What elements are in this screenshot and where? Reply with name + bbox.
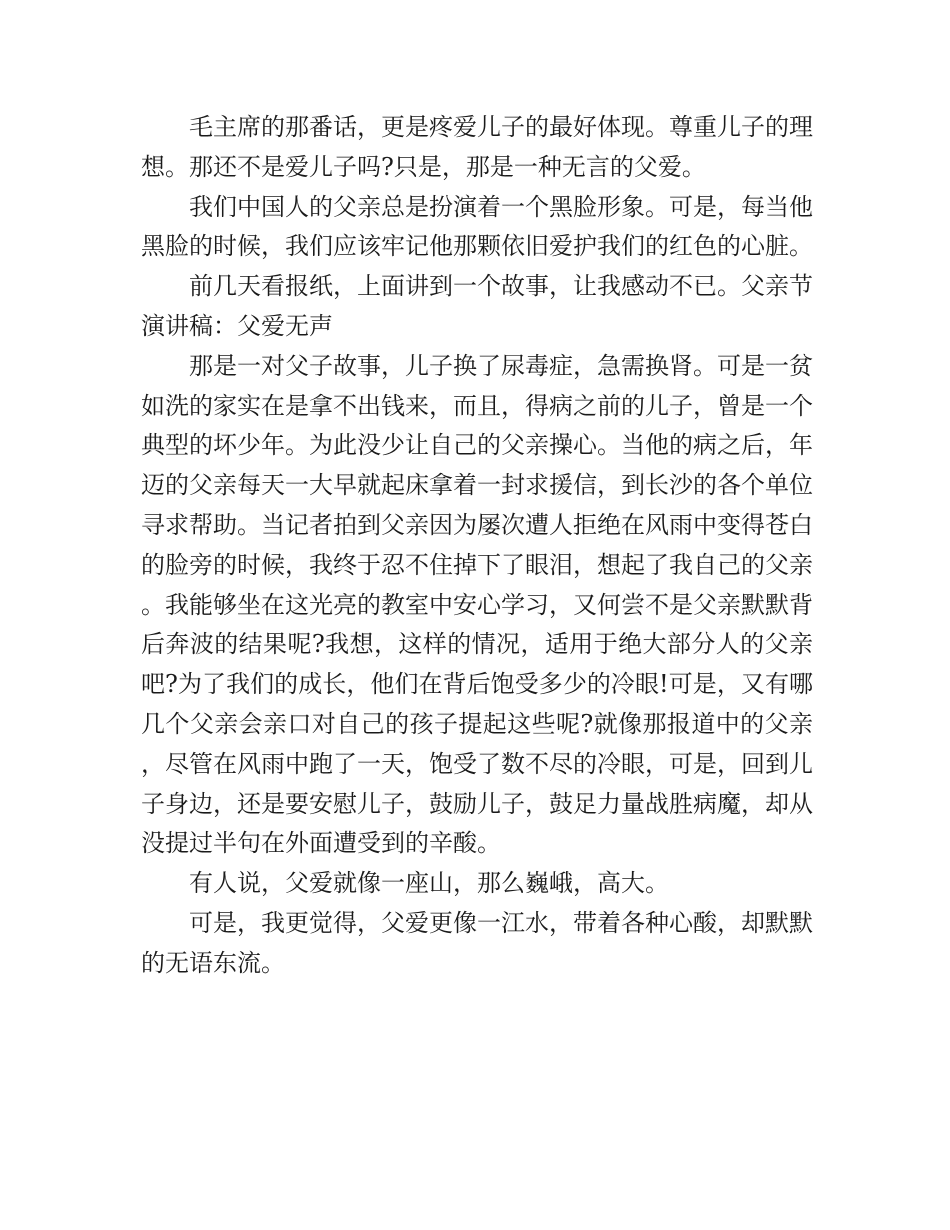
document-body [141, 108, 813, 984]
paragraph: 我们中国人的父亲总是扮演着一个黑脸形象。可是，每当他黑脸的时候，我们应该牢记他那颗依旧爱护我们的红色的心脏。 [141, 192, 813, 261]
paragraph: 那是一对父子故事，儿子换了尿毒症，急需换肾。可是一贫如洗的家实在是拿不出钱来，而且，得病之前的儿子，曾是一个典型的坏少年。为此没少让自己的父亲操心。当他的病之后，年迈的父亲每天一大早就起床拿着一封求援信，到长沙的各个单位寻求帮助。当记者拍到父亲因为屡次遭人拒绝在风雨中变得苍白的脸旁的时候，我终于忍不住掉下了眼泪，想起了我自己的父亲。我能够坐在这光亮的教室中安心学习，又何尝不是父亲默默背后奔波的结果呢?我想，这样的情况，适用于绝大部分人的父亲吧?为了我们的成长，他们在背后饱受多少的冷眼!可是，又有哪几个父亲会亲口对自己的孩子提起这些呢?就像那报道中的父亲，尽管在风雨中跑了一天，饱受了数不尽的冷眼，可是，回到儿子身边，还是要安慰儿子，鼓励儿子，鼓足力量战胜病魔，却从没提过半句在外面遭受到的辛酸。 [141, 351, 813, 858]
paragraph: 可是，我更觉得，父爱更像一江水，带着各种心酸，却默默的无语东流。 [141, 908, 813, 977]
paragraph: 前几天看报纸，上面讲到一个故事，让我感动不已。父亲节演讲稿：父爱无声 [141, 272, 813, 340]
paragraph: 毛主席的那番话，更是疼爱儿子的最好体现。尊重儿子的理想。那还不是爱儿子吗?只是，那是一种无言的父爱。 [141, 113, 813, 181]
paragraph: 有人说，父爱就像一座山，那么巍峨，高大。 [189, 869, 669, 898]
